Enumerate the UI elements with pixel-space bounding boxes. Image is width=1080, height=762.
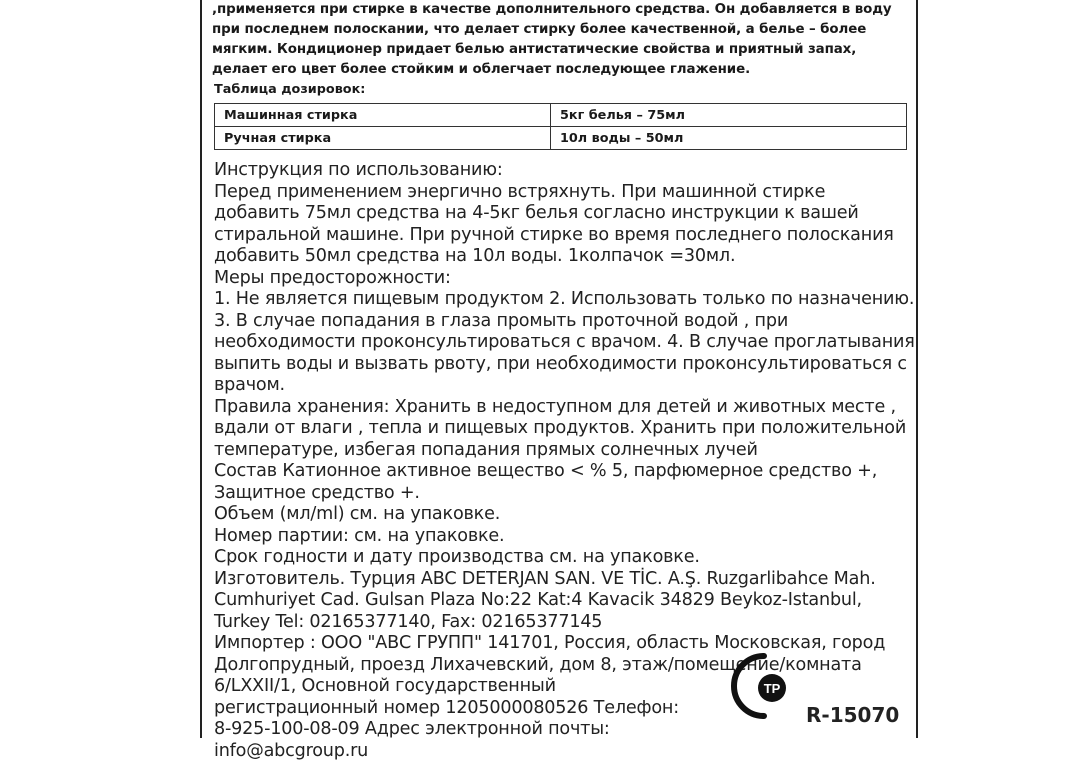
dosage-table-title: Таблица дозировок:	[214, 82, 365, 97]
dosage-method-cell: Ручная стирка	[215, 127, 551, 150]
email-line: info@abcgroup.ru	[214, 741, 914, 762]
intro-line: при последнем полоскании, что делает стирку более качественной, а белье – более	[212, 20, 912, 40]
text-line: 1. Не является пищевым продуктом 2. Использовать только по назначению.	[214, 289, 914, 311]
text-line: 6/LXXII/1, Основной государственный	[214, 676, 914, 698]
dosage-amount-cell: 5кг белья – 75мл	[551, 104, 907, 127]
intro-paragraph	[212, 0, 912, 80]
text-line: температуре, избегая попадания прямых солнечных лучей	[214, 440, 914, 462]
registration-number: R-15070	[806, 703, 899, 727]
text-line: стиральной машине. При ручной стирке во время последнего полоскания	[214, 225, 914, 247]
text-line: выпить воды и вызвать рвоту, при необходимости проконсультироваться с	[214, 354, 914, 376]
precautions-heading: Меры предосторожности:	[214, 268, 914, 290]
instructions-heading: Инструкция по использованию:	[214, 160, 914, 182]
text-line: 3. В случае попадания в глаза промыть проточной водой , при	[214, 311, 914, 333]
text-line: добавить 75мл средства на 4-5кг белья согласно инструкции к вашей	[214, 203, 914, 225]
table-row	[215, 127, 907, 150]
batch-line: Номер партии: см. на упаковке.	[214, 526, 914, 548]
mark-text: ТР	[764, 681, 781, 696]
expiry-line: Срок годности и дату производства см. на упаковке.	[214, 547, 914, 569]
table-row	[215, 104, 907, 127]
text-line: врачом.	[214, 375, 914, 397]
text-line: необходимости проконсультироваться с врачом. 4. В случае проглатывания	[214, 332, 914, 354]
text-line: вдали от влаги , тепла и пищевых продуктов. Хранить при положительной	[214, 418, 914, 440]
intro-line: мягким. Кондиционер придает белью антистатические свойства и приятный запах,	[212, 40, 912, 60]
text-line: 8-925-100-08-09 Адрес электронной почты:	[214, 719, 914, 741]
volume-line: Объем (мл/ml) см. на упаковке.	[214, 504, 914, 526]
intro-line: ,применяется при стирке в качестве дополнительного средства. Он добавляется в воду	[212, 0, 912, 20]
text-line: Долгопрудный, проезд Лихачевский, дом 8, этаж/помещение/комната	[214, 655, 914, 677]
dosage-method-cell: Машинная стирка	[215, 104, 551, 127]
importer-line: Импортер : ООО "АВС ГРУПП" 141701, Россия, область Московская, город	[214, 633, 914, 655]
text-line: Защитное средство +.	[214, 483, 914, 505]
text-line: добавить 50мл средства на 10л воды. 1колпачок =30мл.	[214, 246, 914, 268]
manufacturer-line: Изготовитель. Турция ABC DETERJAN SAN. VE TİC. A.Ş. Ruzgarlibahce Mah.	[214, 569, 914, 591]
text-line: Cumhuriyet Cad. Gulsan Plaza No:22 Kat:4 Kavacik 34829 Beykoz-Istanbul,	[214, 590, 914, 612]
storage-line: Правила хранения: Хранить в недоступном для детей и животных месте ,	[214, 397, 914, 419]
composition-line: Состав Катионное активное вещество < % 5, парфюмерное средство +,	[214, 461, 914, 483]
text-line: Turkey Tel: 02165377140, Fax: 02165377145	[214, 612, 914, 634]
text-line: регистрационный номер 1205000080526 Телефон:	[214, 698, 914, 720]
dosage-table	[214, 103, 907, 150]
text-line: Перед применением энергично встряхнуть. При машинной стирке	[214, 182, 914, 204]
intro-line: делает его цвет более стойким и облегчает последующее глажение.	[212, 60, 912, 80]
dosage-amount-cell: 10л воды – 50мл	[551, 127, 907, 150]
